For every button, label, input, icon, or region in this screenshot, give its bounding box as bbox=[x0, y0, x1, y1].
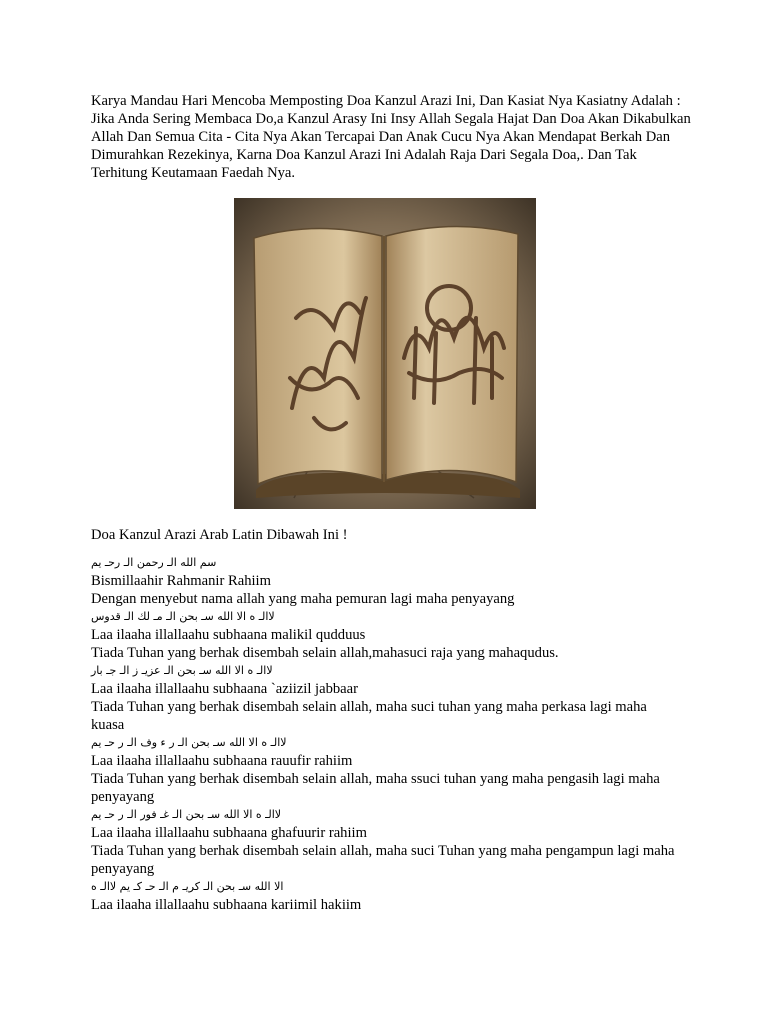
text-line: Laa ilaaha illallaahu subhaana malikil qudduus bbox=[91, 627, 366, 643]
text-line: Tiada Tuhan yang berhak disembah selain allah,mahasuci raja yang mahaqudus. bbox=[91, 645, 559, 661]
text-line: Laa ilaaha illallaahu subhaana rauufir rahiim bbox=[91, 753, 353, 769]
arabic-line: لاالـ ه الا الله سـ بحن الـ غـ فور الـ ر حـ يم bbox=[91, 808, 282, 821]
text-line: Tiada Tuhan yang berhak disembah selain allah, maha suci Tuhan yang maha pengampun lagi maha penyayang bbox=[91, 843, 675, 877]
section-heading: Doa Kanzul Arazi Arab Latin Dibawah Ini ! bbox=[91, 527, 348, 543]
text-line: Laa ilaaha illallaahu subhaana `aziizil jabbaar bbox=[91, 681, 358, 697]
arabic-line: لاالـ ه الا الله سـ بحن الـ عزيـ ز الـ جـ بار bbox=[91, 664, 273, 677]
text-line: Tiada Tuhan yang berhak disembah selain allah, maha ssuci tuhan yang maha pengasih lagi maha penyayang bbox=[91, 771, 660, 805]
intro-paragraph: Karya Mandau Hari Mencoba Memposting Doa Kanzul Arazi Ini, Dan Kasiat Nya Kasiatny Adalah : Jika Anda Sering Membaca Do,a Kanzul Arasy Ini Insy Allah Segala Hajat Dan Doa Akan Dikabulkan Allah Dan Semua Cita - Cita Nya Akan Tercapai Dan Anak Cucu Nya Akan Mendapat Berkah Dan Dimurahkan Rezekinya, Karna Doa Kanzul Arazi Ini Adalah Raja Dari Segala Doa,. Dan Tak Terhitung Keutamaan Faedah Nya. bbox=[91, 93, 691, 181]
arabic-line: لاالـ ه الا الله سـ بحن الـ ر ء وف الـ ر حـ يم bbox=[91, 736, 287, 749]
arabic-line: الا الله سـ بحن الـ كريـ م الـ حـ كـ يم لاالـ ه bbox=[91, 880, 284, 893]
text-line: Laa ilaaha illallaahu subhaana ghafuurir rahiim bbox=[91, 825, 367, 841]
text-line: Dengan menyebut nama allah yang maha pemuran lagi maha penyayang bbox=[91, 591, 515, 607]
arabic-line: سم الله الـ رحمن الـ رحـ يم bbox=[91, 556, 217, 569]
text-line: Tiada Tuhan yang berhak disembah selain allah, maha suci tuhan yang maha perkasa lagi maha kuasa bbox=[91, 699, 647, 733]
arabic-line: لاالـ ه الا الله سـ بحن الـ مـ لك الـ قدوس bbox=[91, 610, 275, 623]
prayer-content bbox=[91, 526, 681, 914]
prayer-lines bbox=[91, 554, 681, 914]
text-line: Bismillaahir Rahmanir Rahiim bbox=[91, 573, 271, 589]
quran-book-image bbox=[234, 198, 536, 509]
text-line: Laa ilaaha illallaahu subhaana kariimil hakiim bbox=[91, 897, 362, 913]
